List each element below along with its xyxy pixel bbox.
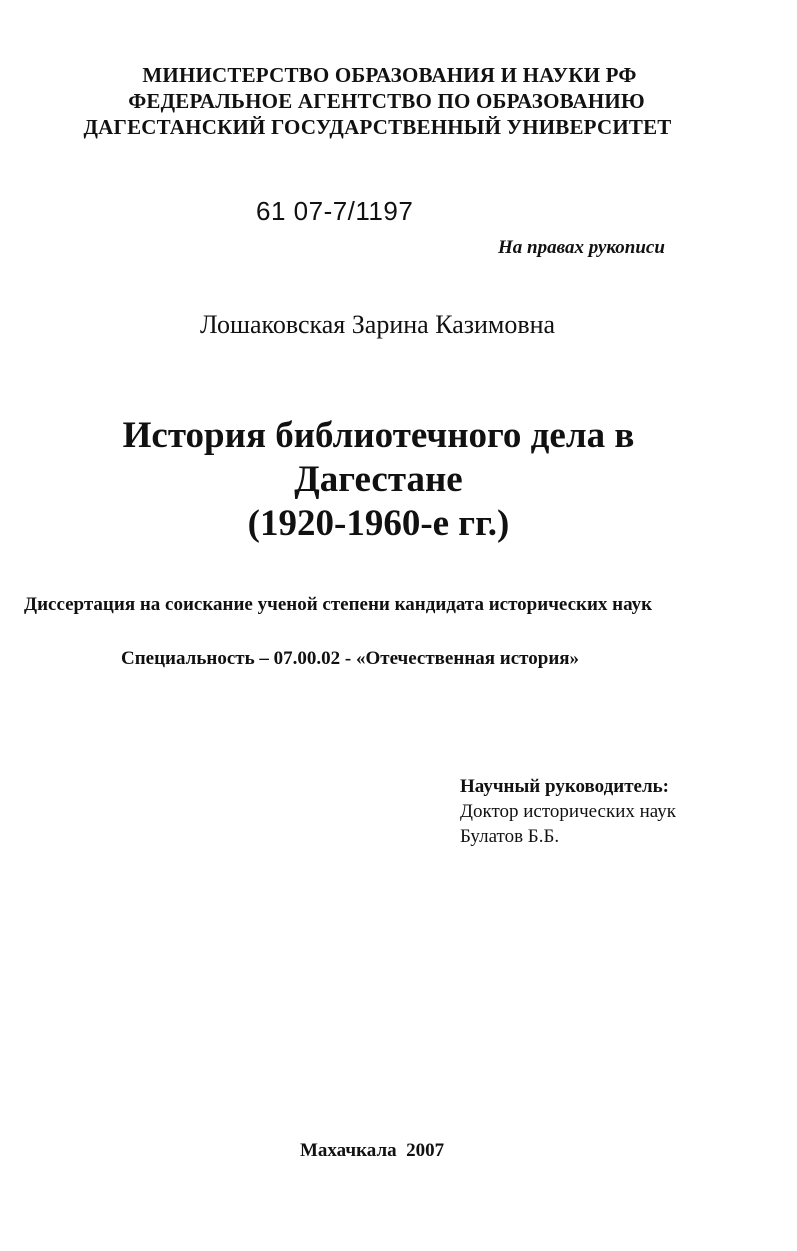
ministry-line: МИНИСТЕРСТВО ОБРАЗОВАНИЯ И НАУКИ РФ [142, 63, 637, 87]
institution-header [0, 62, 797, 140]
degree-statement: Диссертация на соискание ученой степени кандидата исторических наук [24, 594, 653, 615]
supervisor-degree: Доктор исторических наук [460, 801, 676, 822]
university-line: ДАГЕСТАНСКИЙ ГОСУДАРСТВЕННЫЙ УНИВЕРСИТЕТ [83, 115, 672, 139]
supervisor-label: Научный руководитель: [460, 776, 669, 797]
title-line-2: Дагестане [294, 459, 463, 500]
title-line-1: История библиотечного дела в [122, 415, 635, 456]
archive-code: 61 07-7/1197 [256, 196, 414, 226]
supervisor-name: Булатов Б.Б. [460, 826, 560, 847]
city-year: Махачкала 2007 [300, 1140, 445, 1161]
author-name: Лошаковская Зарина Казимовна [200, 310, 556, 339]
rights-note: На правах рукописи [498, 237, 665, 258]
specialty-statement: Специальность – 07.00.02 - «Отечественная история» [121, 648, 580, 669]
dissertation-title [0, 414, 797, 546]
agency-line: ФЕДЕРАЛЬНОЕ АГЕНТСТВО ПО ОБРАЗОВАНИЮ [128, 89, 645, 113]
title-line-3: (1920-1960-е гг.) [247, 503, 510, 544]
supervisor-block [460, 774, 676, 849]
